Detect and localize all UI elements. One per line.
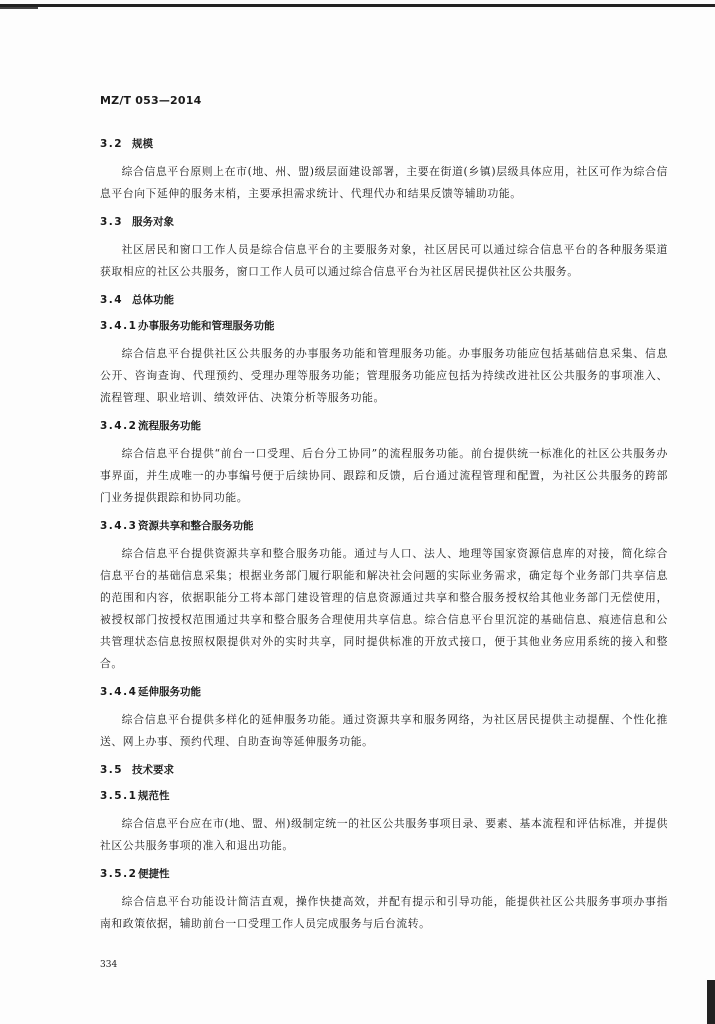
document-id: MZ/T 053—2014 xyxy=(100,94,202,107)
section-heading xyxy=(100,683,668,701)
section-heading xyxy=(100,517,668,535)
section-number: 3.3 xyxy=(100,216,124,228)
paragraph: 综合信息平台提供“前台一口受理、后台分工协同”的流程服务功能。前台提供统一标准化的社区公共服务办事界面，并生成唯一的办事编号便于后续协同、跟踪和反馈，后台通过流程管理和配置，为社区公共服务的跨部门业务提供跟踪和协同功能。 xyxy=(100,447,668,504)
section-3-4-2 xyxy=(100,417,668,509)
section-title: 便捷性 xyxy=(138,868,170,880)
section-heading xyxy=(100,417,668,435)
section-title: 总体功能 xyxy=(132,294,174,306)
section-3-4-4 xyxy=(100,683,668,753)
section-3-4 xyxy=(100,291,668,309)
section-number: 3.5 xyxy=(100,764,124,776)
section-number: 3.5.1 xyxy=(100,790,138,802)
section-3-4-1 xyxy=(100,317,668,409)
section-3-5-1 xyxy=(100,787,668,857)
paragraph: 综合信息平台提供多样化的延伸服务功能。通过资源共享和服务网络，为社区居民提供主动提醒、个性化推送、网上办事、预约代理、自助查询等延伸服务功能。 xyxy=(100,713,668,748)
top-rule xyxy=(0,4,715,7)
section-title: 延伸服务功能 xyxy=(138,686,201,698)
section-title: 流程服务功能 xyxy=(138,420,201,432)
section-heading xyxy=(100,291,668,309)
paragraph: 社区居民和窗口工作人员是综合信息平台的主要服务对象，社区居民可以通过综合信息平台的各种服务渠道获取相应的社区公共服务，窗口工作人员可以通过综合信息平台为社区居民提供社区公共服务。 xyxy=(100,243,668,278)
section-3-3 xyxy=(100,213,668,283)
section-3-5-2 xyxy=(100,865,668,935)
section-title: 规范性 xyxy=(138,790,170,802)
paragraph: 综合信息平台原则上在市(地、州、盟)级层面建设部署，主要在街道(乡镇)层级具体应用，社区可作为综合信息平台向下延伸的服务末梢，主要承担需求统计、代理代办和结果反馈等辅助功能。 xyxy=(100,165,668,200)
section-number: 3.2 xyxy=(100,138,124,150)
section-number: 3.4.2 xyxy=(100,420,138,432)
paragraph: 综合信息平台提供资源共享和整合服务功能。通过与人口、法人、地理等国家资源信息库的对接，简化综合信息平台的基础信息采集；根据业务部门履行职能和解决社会问题的实际业务需求，确定每个业务部门共享信息的范围和内容，依据职能分工将本部门建设管理的信息资源通过共享和整合服务授权给其他业务部门无偿使用，被授权部门按授权范围通过共享和整合服务合理使用共享信息。综合信息平台里沉淀的基础信息、痕迹信息和公共管理状态信息按照权限提供对外的实时共享，同时提供标准的开放式接口，便于其他业务应用系统的接入和整合。 xyxy=(100,547,668,670)
section-title: 服务对象 xyxy=(132,216,174,228)
section-number: 3.5.2 xyxy=(100,868,138,880)
section-heading xyxy=(100,317,668,335)
section-title: 技术要求 xyxy=(132,764,174,776)
section-heading xyxy=(100,787,668,805)
section-number: 3.4 xyxy=(100,294,124,306)
section-heading xyxy=(100,761,668,779)
section-3-5 xyxy=(100,761,668,779)
section-title: 办事服务功能和管理服务功能 xyxy=(138,320,275,332)
paragraph: 综合信息平台应在市(地、盟、州)级制定统一的社区公共服务事项目录、要素、基本流程和评估标准，并提供社区公共服务事项的准入和退出功能。 xyxy=(100,817,668,852)
top-rule-tick xyxy=(0,7,38,9)
section-heading xyxy=(100,213,668,231)
section-heading xyxy=(100,135,668,153)
section-number: 3.4.4 xyxy=(100,686,138,698)
scan-edge-mark xyxy=(707,980,715,1024)
section-heading xyxy=(100,865,668,883)
section-title: 规模 xyxy=(132,138,153,150)
section-3-4-3 xyxy=(100,517,668,675)
section-title: 资源共享和整合服务功能 xyxy=(138,520,254,532)
section-3-2 xyxy=(100,135,668,205)
paragraph: 综合信息平台提供社区公共服务的办事服务功能和管理服务功能。办事服务功能应包括基础信息采集、信息公开、咨询查询、代理预约、受理办理等服务功能；管理服务功能应包括为持续改进社区公共服务的事项准入、流程管理、职业培训、绩效评估、决策分析等服务功能。 xyxy=(100,347,668,404)
page-number: 334 xyxy=(100,960,118,970)
section-number: 3.4.1 xyxy=(100,320,138,332)
section-number: 3.4.3 xyxy=(100,520,138,532)
paragraph: 综合信息平台功能设计简洁直观，操作快捷高效，并配有提示和引导功能，能提供社区公共服务事项办事指南和政策依据，辅助前台一口受理工作人员完成服务与后台流转。 xyxy=(100,895,668,930)
document-body xyxy=(100,135,668,943)
